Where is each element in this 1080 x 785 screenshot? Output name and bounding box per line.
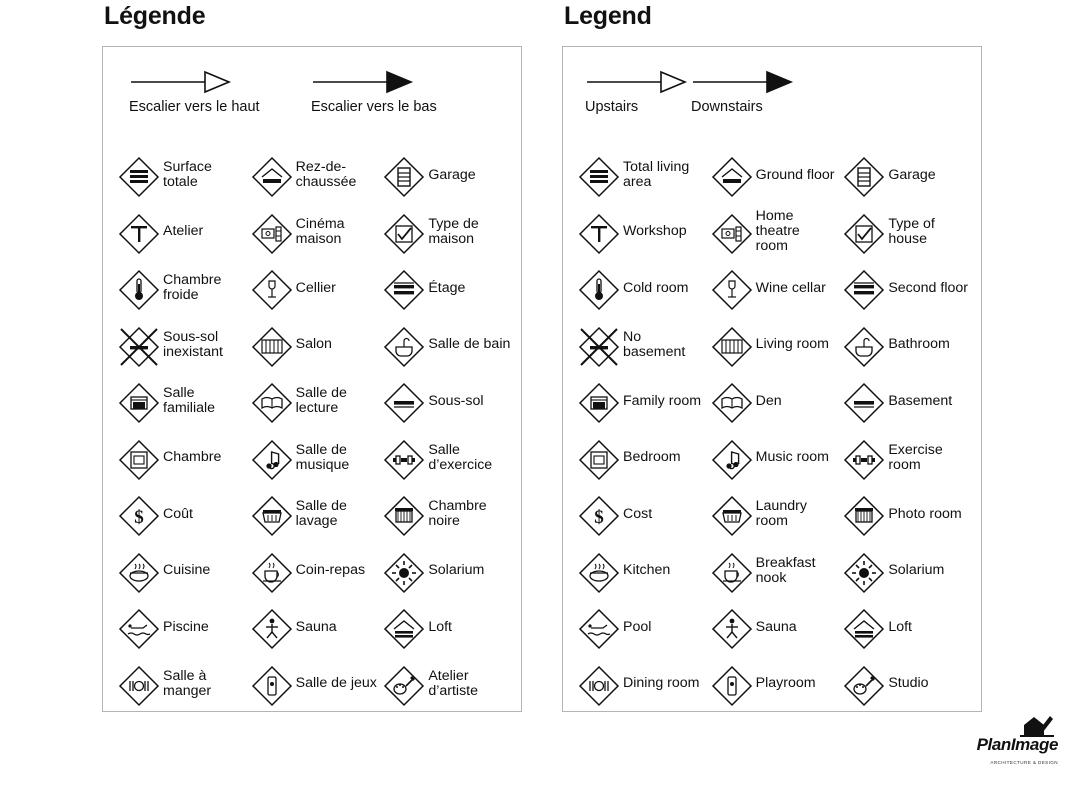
loft-icon [842, 607, 882, 647]
legend-item [710, 486, 843, 543]
legend-item [710, 599, 843, 656]
cost-icon [117, 494, 157, 534]
legend-item-label: Salle de lavage [295, 498, 347, 530]
legend-item-label: Salle d’exercice [428, 441, 493, 473]
arrow-outline-right-icon [129, 69, 260, 95]
legend-item [382, 656, 515, 713]
legend-item-label: Piscine [163, 618, 209, 635]
legend-item-label: Salle de bain [428, 336, 511, 353]
legend-item-label: Garage [428, 166, 476, 183]
legend-item [842, 317, 975, 374]
no-basement-icon [577, 325, 617, 365]
ground-floor-icon [250, 155, 290, 195]
legend-item-label: Salon [295, 336, 332, 353]
home-theatre-icon [710, 212, 750, 252]
legend-item [382, 486, 515, 543]
legend-item-label: Breakfast nook [755, 554, 816, 586]
legend-item-label: Cellier [295, 279, 336, 296]
legend-grid-fr [103, 147, 521, 712]
legend-item-label: Rez-de-chaussée [295, 159, 357, 191]
legend-item [842, 543, 975, 600]
basement-icon [382, 381, 422, 421]
wine-cellar-icon [710, 268, 750, 308]
legend-label: Downstairs [691, 99, 763, 115]
arrow-solid-right-icon [311, 69, 437, 95]
legend-item [117, 486, 250, 543]
legend-item-upstairs-en [585, 69, 689, 115]
music-room-icon [710, 438, 750, 478]
playroom-icon [250, 664, 290, 704]
legend-item [250, 147, 383, 204]
legend-item-label: Type de maison [428, 215, 479, 247]
legend-item [710, 656, 843, 713]
dining-room-icon [577, 664, 617, 704]
legend-item-label: Salle de lecture [295, 385, 347, 417]
legend-item-label: Chambre noire [428, 498, 487, 530]
legend-item-label: Atelier [163, 223, 204, 240]
legend-item [117, 147, 250, 204]
total-living-area-icon [117, 155, 157, 195]
legend-item [710, 373, 843, 430]
legend-item-label: Family room [623, 392, 702, 409]
legend-item [382, 147, 515, 204]
legend-item [577, 430, 710, 487]
no-basement-icon [117, 325, 157, 365]
solarium-icon [842, 551, 882, 591]
page-title-en: Legend [564, 2, 652, 30]
legend-item [250, 260, 383, 317]
legend-item-label: Living room [755, 336, 829, 353]
basement-icon [842, 381, 882, 421]
legend-item-label: Total living area [623, 159, 690, 191]
house-pen-icon [1020, 715, 1054, 737]
family-room-icon [117, 381, 157, 421]
logo-wordmark: PlanImage [976, 735, 1058, 754]
music-room-icon [250, 438, 290, 478]
legend-item-label: Salle familiale [163, 385, 216, 417]
legend-item-label: Photo room [888, 505, 962, 522]
breakfast-nook-icon [710, 551, 750, 591]
legend-panel-fr [102, 46, 522, 712]
type-of-house-icon [842, 212, 882, 252]
legend-item-label: Surface totale [163, 159, 212, 191]
laundry-room-icon [250, 494, 290, 534]
legend-item [250, 656, 383, 713]
legend-item [710, 204, 843, 261]
sauna-icon [250, 607, 290, 647]
legend-item [577, 656, 710, 713]
garage-icon [382, 155, 422, 195]
legend-item-label: Pool [623, 618, 652, 635]
legend-item-label: Étage [428, 279, 466, 296]
legend-item [842, 486, 975, 543]
legend-item [382, 317, 515, 374]
living-room-icon [250, 325, 290, 365]
cold-room-icon [117, 268, 157, 308]
legend-item [382, 373, 515, 430]
legend-item [842, 204, 975, 261]
photo-room-icon [842, 494, 882, 534]
legend-item-label: Sauna [295, 618, 337, 635]
kitchen-icon [117, 551, 157, 591]
legend-item [117, 373, 250, 430]
pool-icon [117, 607, 157, 647]
legend-item-label: Salle à manger [163, 667, 212, 699]
family-room-icon [577, 381, 617, 421]
legend-item [117, 543, 250, 600]
planimage-logo [956, 717, 1068, 773]
bedroom-icon [577, 438, 617, 478]
legend-item-label: Bedroom [623, 449, 681, 466]
legend-item [577, 486, 710, 543]
legend-item-label: Dining room [623, 675, 700, 692]
second-floor-icon [842, 268, 882, 308]
legend-item-label: Sous-sol [428, 392, 484, 409]
cost-icon [577, 494, 617, 534]
studio-icon [842, 664, 882, 704]
wine-cellar-icon [250, 268, 290, 308]
legend-item [117, 599, 250, 656]
legend-item [842, 373, 975, 430]
playroom-icon [710, 664, 750, 704]
legend-item-label: Salle de jeux [295, 675, 377, 692]
legend-item [842, 147, 975, 204]
legend-item [250, 486, 383, 543]
arrow-legend-en [563, 69, 981, 145]
legend-panel-en [562, 46, 982, 712]
legend-item-label: Type of house [888, 215, 935, 247]
legend-item [382, 204, 515, 261]
legend-item [577, 543, 710, 600]
solarium-icon [382, 551, 422, 591]
legend-item-label: Ground floor [755, 166, 835, 183]
bedroom-icon [117, 438, 157, 478]
legend-grid-en [563, 147, 981, 712]
legend-item-upstairs-fr [129, 69, 260, 115]
den-icon [250, 381, 290, 421]
legend-item-label: Loft [428, 618, 452, 635]
legend-item-label: Cold room [623, 279, 689, 296]
total-living-area-icon [577, 155, 617, 195]
legend-item [842, 656, 975, 713]
legend-item-label: Music room [755, 449, 829, 466]
legend-item-label: Sous-sol inexistant [163, 328, 223, 360]
legend-item-label: Cost [623, 505, 653, 522]
legend-item [382, 430, 515, 487]
legend-item-label: Second floor [888, 279, 968, 296]
legend-item [577, 317, 710, 374]
legend-item [117, 430, 250, 487]
legend-item [117, 317, 250, 374]
legend-item [250, 599, 383, 656]
garage-icon [842, 155, 882, 195]
photo-room-icon [382, 494, 422, 534]
arrow-outline-right-icon [585, 69, 689, 95]
svg-text:$: $ [594, 507, 604, 529]
legend-item [577, 260, 710, 317]
legend-item [710, 317, 843, 374]
legend-item-label: Wine cellar [755, 279, 826, 296]
den-icon [710, 381, 750, 421]
legend-item-label: Exercise room [888, 441, 943, 473]
exercise-room-icon [382, 438, 422, 478]
legend-label: Escalier vers le haut [129, 99, 260, 115]
legend-item-label: Chambre [163, 449, 222, 466]
legend-item-label: Coût [163, 505, 193, 522]
arrow-solid-right-icon [691, 69, 795, 95]
legend-item-label: Loft [888, 618, 912, 635]
legend-item-label: Den [755, 392, 782, 409]
legend-item-label: Cinéma maison [295, 215, 345, 247]
legend-item-label: Bathroom [888, 336, 950, 353]
legend-item [117, 260, 250, 317]
breakfast-nook-icon [250, 551, 290, 591]
legend-label: Upstairs [585, 99, 639, 115]
home-theatre-icon [250, 212, 290, 252]
exercise-room-icon [842, 438, 882, 478]
workshop-icon [117, 212, 157, 252]
legend-item [710, 543, 843, 600]
legend-item [250, 317, 383, 374]
legend-item [250, 430, 383, 487]
legend-item-label: Solarium [888, 562, 945, 579]
legend-item [250, 373, 383, 430]
legend-item-label: Kitchen [623, 562, 671, 579]
svg-text:$: $ [134, 507, 144, 529]
legend-item [250, 204, 383, 261]
legend-item [577, 204, 710, 261]
legend-item [577, 147, 710, 204]
legend-item [382, 260, 515, 317]
legend-item-label: No basement [623, 328, 686, 360]
sauna-icon [710, 607, 750, 647]
legend-item-downstairs-en [691, 69, 795, 115]
legend-item [117, 656, 250, 713]
studio-icon [382, 664, 422, 704]
type-of-house-icon [382, 212, 422, 252]
legend-item-label: Playroom [755, 675, 816, 692]
arrow-legend-fr [103, 69, 521, 145]
second-floor-icon [382, 268, 422, 308]
legend-item [382, 543, 515, 600]
legend-item [710, 260, 843, 317]
legend-item-label: Coin-repas [295, 562, 366, 579]
legend-item [117, 204, 250, 261]
legend-item-label: Home theatre room [755, 208, 800, 255]
legend-item [842, 430, 975, 487]
legend-item-label: Laundry room [755, 498, 807, 530]
legend-item-downstairs-fr [311, 69, 437, 115]
legend-item-label: Studio [888, 675, 929, 692]
legend-item [710, 147, 843, 204]
bathroom-icon [842, 325, 882, 365]
laundry-room-icon [710, 494, 750, 534]
legend-item [842, 599, 975, 656]
legend-item [577, 599, 710, 656]
dining-room-icon [117, 664, 157, 704]
legend-item-label: Salle de musique [295, 441, 350, 473]
legend-item-label: Cuisine [163, 562, 211, 579]
bathroom-icon [382, 325, 422, 365]
legend-label: Escalier vers le bas [311, 99, 437, 115]
legend-item-label: Atelier d’artiste [428, 667, 479, 699]
living-room-icon [710, 325, 750, 365]
legend-item-label: Workshop [623, 223, 687, 240]
legend-item [710, 430, 843, 487]
loft-icon [382, 607, 422, 647]
kitchen-icon [577, 551, 617, 591]
legend-item [382, 599, 515, 656]
logo-tagline: ARCHITECTURE & DESIGN [990, 760, 1058, 765]
legend-item-label: Garage [888, 166, 936, 183]
legend-item [577, 373, 710, 430]
legend-item-label: Chambre froide [163, 272, 222, 304]
legend-item [842, 260, 975, 317]
legend-item-label: Sauna [755, 618, 797, 635]
page-title-fr: Légende [104, 2, 206, 30]
ground-floor-icon [710, 155, 750, 195]
legend-item [250, 543, 383, 600]
pool-icon [577, 607, 617, 647]
legend-item-label: Basement [888, 392, 953, 409]
cold-room-icon [577, 268, 617, 308]
workshop-icon [577, 212, 617, 252]
legend-item-label: Solarium [428, 562, 485, 579]
